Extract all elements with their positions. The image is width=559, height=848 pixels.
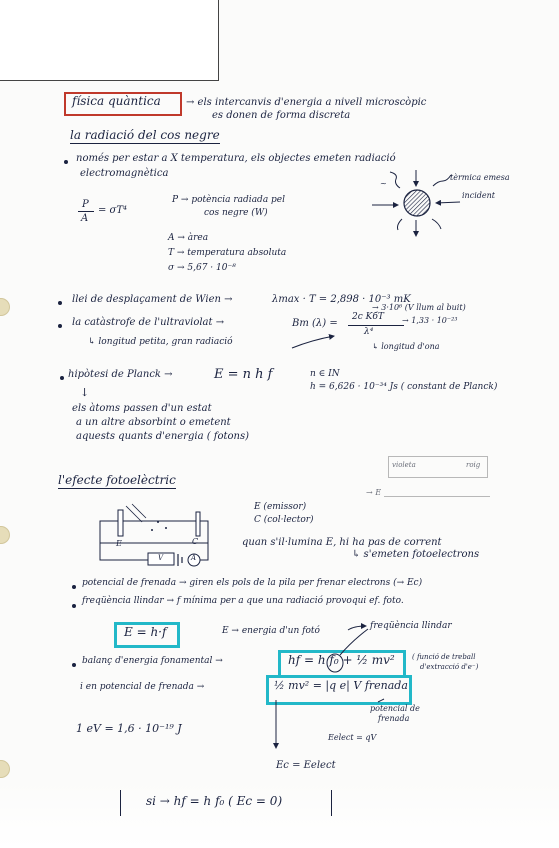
stopping-potential-label: potencial de xyxy=(370,704,420,713)
wien-formula: λmax · T = 2,898 · 10⁻³ mK xyxy=(272,294,411,305)
photoelectric-heading: l'efecte fotoelèctric xyxy=(58,474,176,489)
photon-energy-definition: E → energia d'un fotó xyxy=(222,626,320,636)
threshold-frequency-label: freqüència llindar xyxy=(370,621,452,631)
definition-line-2: es donen de forma discreta xyxy=(212,110,351,121)
planck-consequence-3: aquests quants d'energia ( fotons) xyxy=(76,431,250,442)
formula-a: A xyxy=(81,213,89,224)
catastrophe-numerator: 2c KбT xyxy=(352,312,384,322)
work-function-note-cont: d'extracció d'e⁻) xyxy=(420,663,479,671)
spectrum-red-label: roig xyxy=(466,461,481,469)
planck-down-arrow: ↓ xyxy=(80,386,90,399)
emitter-definition: E (emissor) xyxy=(254,502,307,512)
svg-text:~: ~ xyxy=(380,179,387,188)
formula-p: P xyxy=(82,199,89,210)
planck-text: hipòtesi de Planck → xyxy=(68,369,173,380)
stopping-potential-formula: ½ mv² = |q e| V frenada xyxy=(274,679,408,692)
circuit-emitter-label: E xyxy=(116,539,122,548)
catastrophe-formula-lhs: Bт (λ) = xyxy=(292,318,338,329)
planck-consequence-2: a un altre absorbint o emetent xyxy=(76,417,231,428)
p-definition-cont: cos negre (W) xyxy=(204,208,268,218)
kinetic-electric-equality: Ec = Eelect xyxy=(276,760,336,771)
energy-balance-text: balanç d'energia fonamental → xyxy=(82,656,223,666)
threshold-frequency-text: freqüència llindar → f mínima per a que una radiació provoqui ef. foto. xyxy=(82,596,404,606)
planck-n-def: n ∈ IN xyxy=(310,369,340,379)
catastrophe-denominator: λ⁴ xyxy=(364,327,374,337)
blackbody-point-cont: electromagnètica xyxy=(80,168,169,179)
work-function-note: ( funció de treball xyxy=(412,653,476,661)
formula-sigma: = σT⁴ xyxy=(98,205,128,216)
planck-consequence-1: els àtoms passen d'un estat xyxy=(72,403,212,414)
stopping-potential-text: potencial de frenada → giren els pols de la pila per frenar electrons (→ Ec) xyxy=(82,578,423,588)
definition-line-1: → els intercanvis d'energia a nivell microscòpic xyxy=(186,97,427,108)
catastrophe-const-note: → 1,33 · 10⁻²³ xyxy=(402,316,458,325)
catastrophe-wavelength-note: ↳ longitud d'ona xyxy=(372,342,440,351)
illumination-text: quan s'il·lumina E, hi ha pas de corrent xyxy=(242,537,442,548)
planck-formula: E = n h f xyxy=(214,367,273,382)
catastrophe-subtext: ↳ longitud petita, gran radiació xyxy=(88,337,233,347)
photon-energy-formula: E = h·f xyxy=(124,625,167,639)
stopping-potential-intro: i en potencial de frenada → xyxy=(80,682,205,692)
spectrum-energy-arrow: → E xyxy=(366,488,382,497)
sigma-definition: σ → 5,67 · 10⁻⁸ xyxy=(168,263,236,273)
spectrum-violet-label: violeta xyxy=(392,461,416,469)
wien-note: → 3·10⁶ (V llum al buit) xyxy=(372,303,466,312)
illumination-result: ↳ s'emeten fotoelectrons xyxy=(352,549,480,560)
page-title: física quàntica xyxy=(72,94,161,108)
final-condition: si → hf = h f₀ ( Ec = 0) xyxy=(146,794,283,808)
blackbody-heading: la radiació del cos negre xyxy=(70,129,220,144)
blackbody-point: només per estar a X temperatura, els objectes emeten radiació xyxy=(76,153,396,164)
p-definition: P → potència radiada pel xyxy=(172,195,286,205)
diagram-label-emitted: tèrmica emesa xyxy=(450,173,510,182)
electron-volt-conversion: 1 eV = 1,6 · 10⁻¹⁹ J xyxy=(76,722,182,735)
stopping-potential-label-cont: frenada xyxy=(378,714,410,723)
energy-balance-formula: hf = h f₀ + ½ mv² xyxy=(288,653,395,667)
a-definition: A → àrea xyxy=(168,233,209,243)
electric-energy: Eelect = qV xyxy=(328,733,377,742)
circuit-collector-label: C xyxy=(192,537,199,546)
t-definition: T → temperatura absoluta xyxy=(168,248,287,258)
catastrophe-text: la catàstrofe de l'ultraviolat → xyxy=(72,317,225,328)
wien-text: llei de desplaçament de Wien → xyxy=(72,294,233,305)
diagram-label-incident: incident xyxy=(462,191,495,200)
collector-definition: C (col·lector) xyxy=(254,515,314,525)
circuit-voltage-label: V xyxy=(158,554,164,562)
circuit-ammeter-label: A xyxy=(191,554,197,562)
planck-h-def: h = 6,626 · 10⁻³⁴ Js ( constant de Planck) xyxy=(310,382,498,392)
